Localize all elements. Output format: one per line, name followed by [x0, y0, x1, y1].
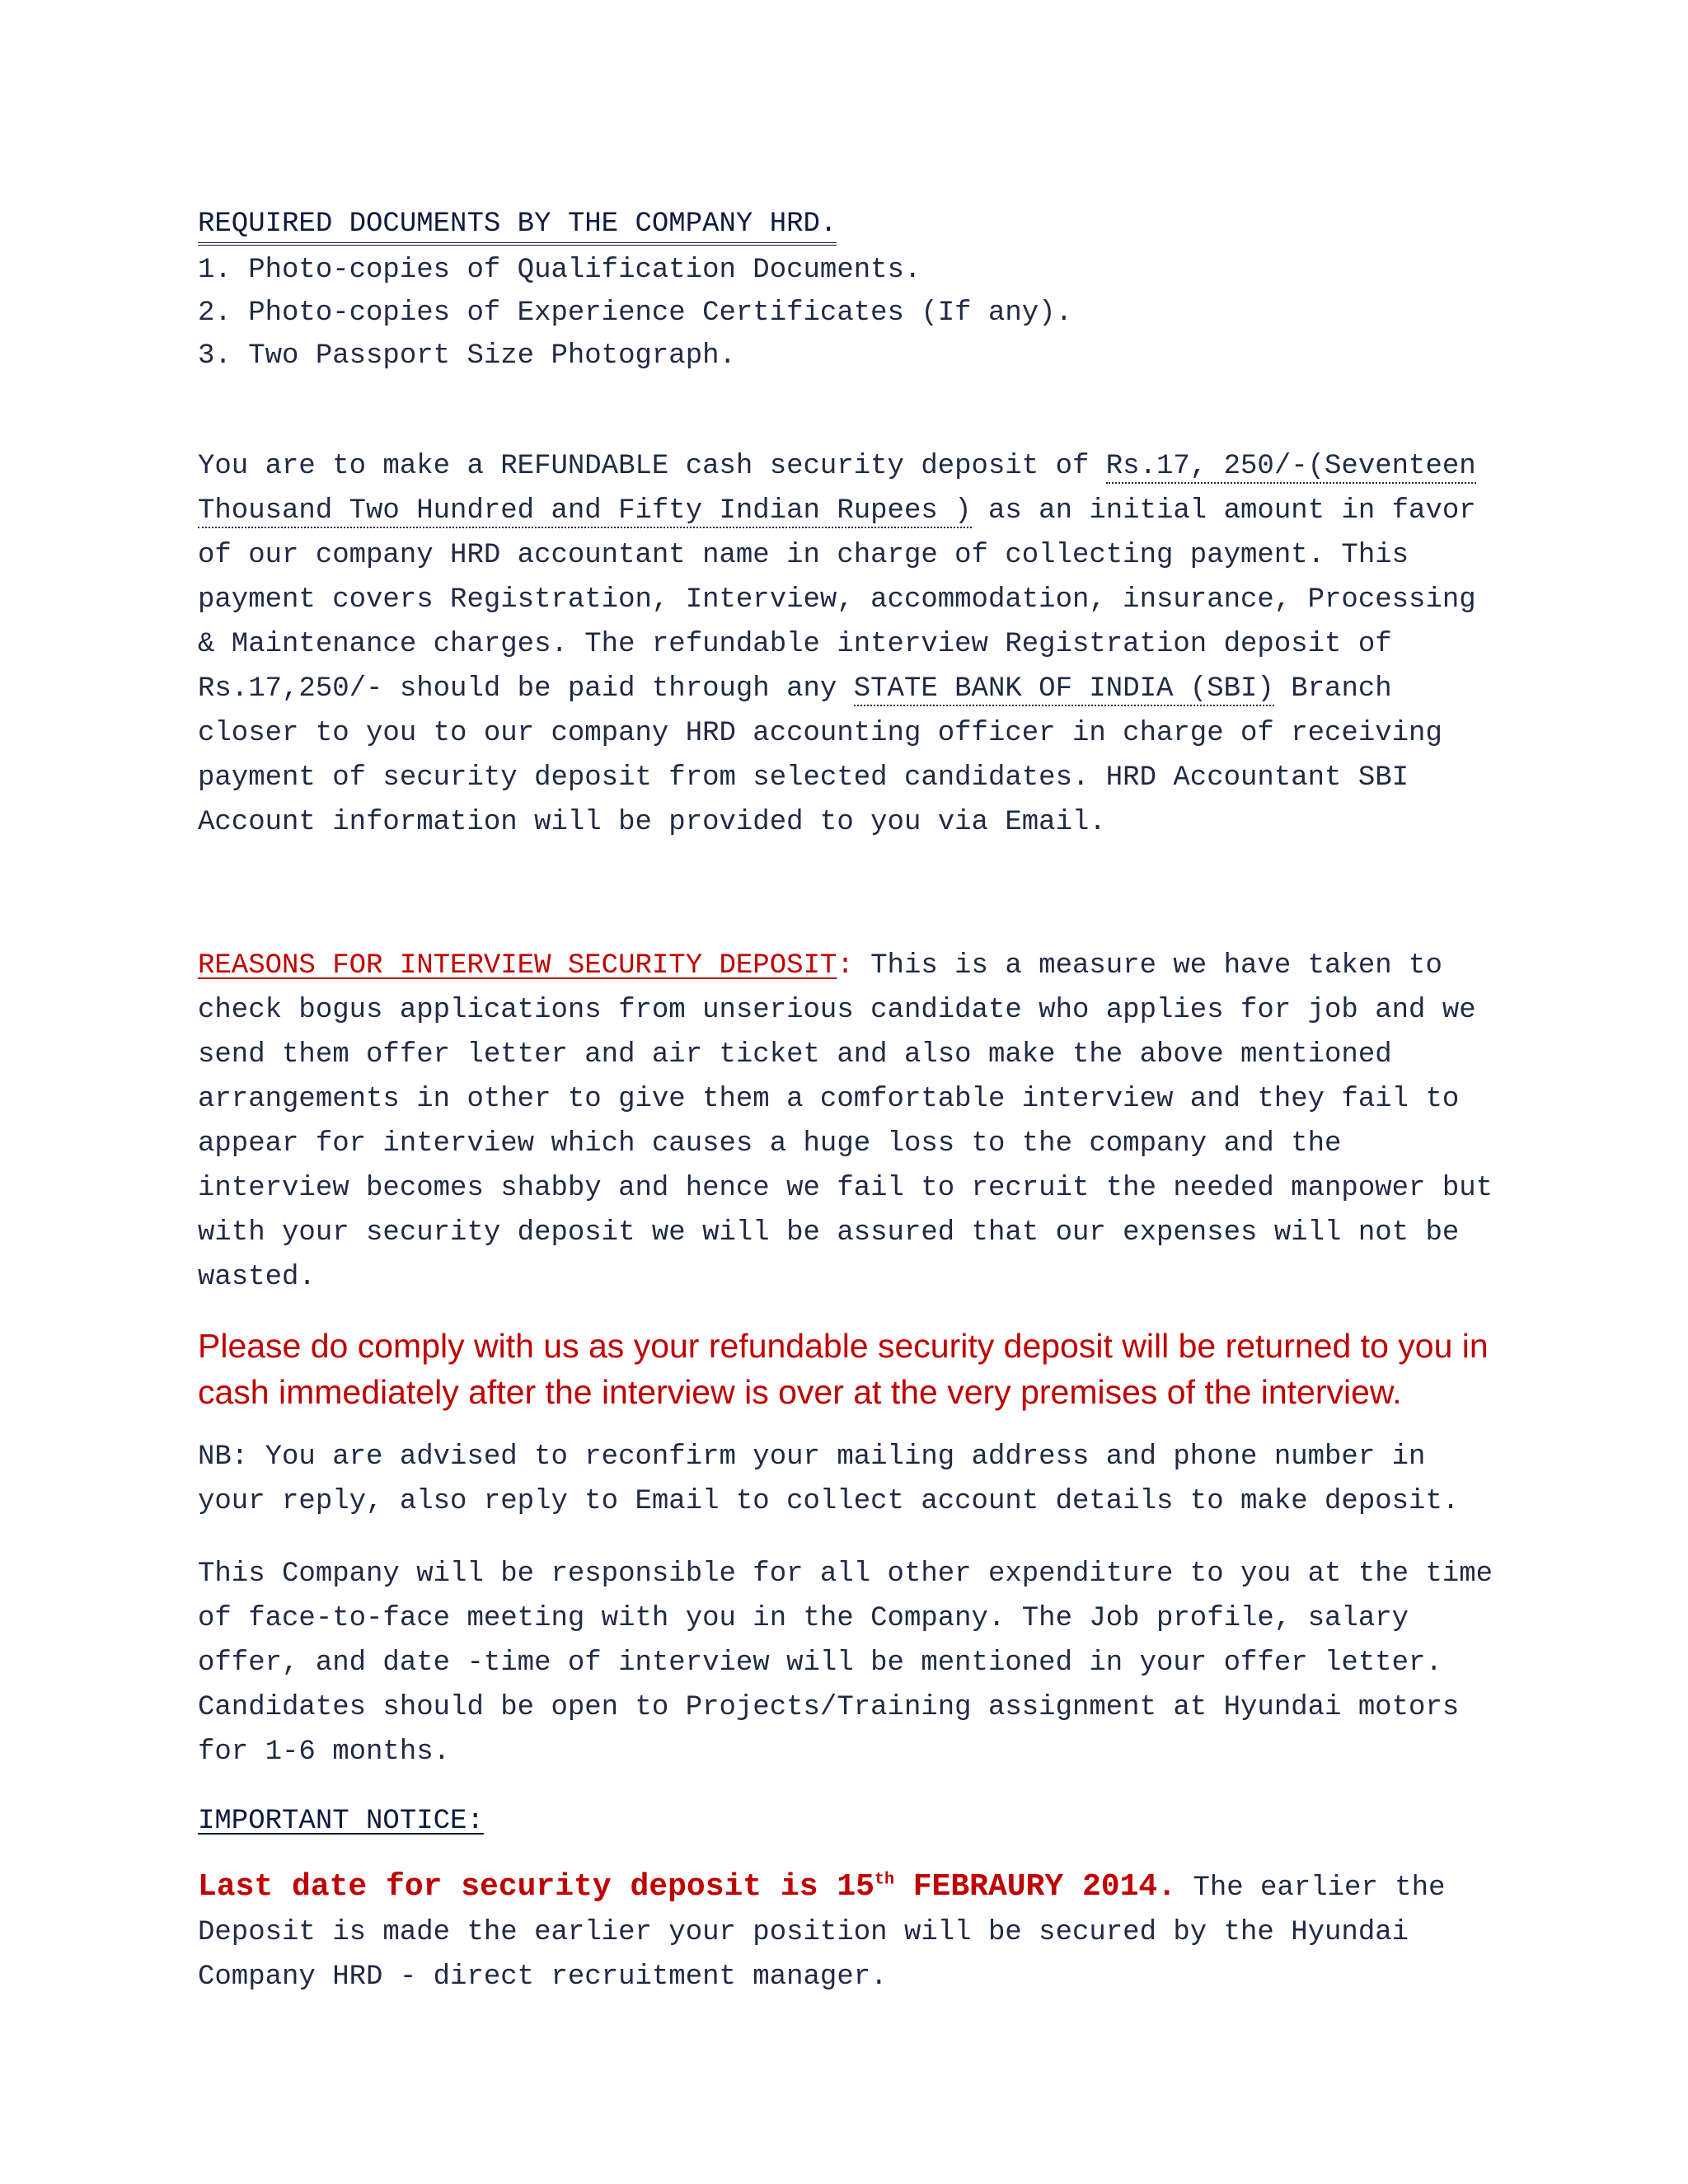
last-date-sup: th [874, 1870, 894, 1890]
required-docs-list [198, 248, 1500, 377]
list-item: 2. Photo-copies of Experience Certificates (If any). [198, 298, 1072, 329]
important-heading: IMPORTANT NOTICE: [198, 1806, 484, 1837]
company-paragraph: This Company will be responsible for all other expenditure to you at the time of face-to-face meeting with you in the Company. The Job profile, salary offer, and date -time of interview will be mentioned in your offer letter. Candidates should be open to Projects/Training assignment at Hyundai motors for 1-6 months. [198, 1558, 1493, 1768]
reasons-text: This is a measure we have taken to check bogus applications from unserious candidate who applies for job and we send them offer letter and air ticket and also make the above mentioned arrangements in other to give them a comfortable interview and they fail to appear for interview which causes a huge loss to the company and the interview becomes shabby and hence we fail to recruit the needed manpower but with your security deposit we will be assured that our expenses will not be wasted. [198, 950, 1493, 1293]
important-heading-line [198, 1799, 1500, 1844]
list-item: 1. Photo-copies of Qualification Documents. [198, 255, 921, 286]
document-page [198, 202, 1500, 1999]
deposit-amount: Rs.17, 250/-(Seventeen Thousand Two Hundred and Fifty Indian Rupees ) [198, 451, 1476, 527]
bank-name: STATE BANK OF INDIA (SBI) [853, 673, 1274, 705]
last-date-text [198, 1869, 1176, 1905]
nb-paragraph: NB: You are advised to reconfirm your mailing address and phone number in your reply, also reply to Email to collect account details to make deposit. [198, 1441, 1460, 1517]
reasons-paragraph [198, 944, 1500, 1300]
reasons-heading: REASONS FOR INTERVIEW SECURITY DEPOSIT [198, 950, 837, 982]
last-date-suffix: FEBRAURY 2014. [893, 1869, 1177, 1905]
reasons-colon: : [837, 950, 854, 982]
deposit-intro: You are to make a REFUNDABLE cash security deposit of [198, 451, 1106, 482]
required-docs-section [198, 202, 1500, 246]
list-item: 3. Two Passport Size Photograph. [198, 340, 736, 372]
deposit-after-amount: as an initial amount in favor of our company HRD accountant name in charge of collecting payment. This payment covers Registration, Interview, accommodation, insurance, Processing & Maintenance charges. The refundable interview Registration deposit of Rs.17,250/- should be paid through any [198, 495, 1476, 705]
important-paragraph [198, 1865, 1500, 1999]
important-text: The earlier the Deposit is made the earlier your position will be secured by the Hyundai Company HRD - direct recruitment manager. [198, 1872, 1446, 1993]
last-date-prefix: Last date for security deposit is 15 [198, 1869, 874, 1905]
deposit-after-bank: Branch closer to you to our company HRD accounting officer in charge of receiving payment of security deposit from selected candidates. HRD Accountant SBI Account information will be provided to you via Email. [198, 673, 1442, 838]
deposit-paragraph [198, 444, 1500, 845]
required-docs-heading: REQUIRED DOCUMENTS BY THE COMPANY HRD. [198, 208, 837, 246]
comply-notice: Please do comply with us as your refundable security deposit will be returned to you in cash immediately after the interview is over at the very premises of the interview. [198, 1327, 1489, 1411]
